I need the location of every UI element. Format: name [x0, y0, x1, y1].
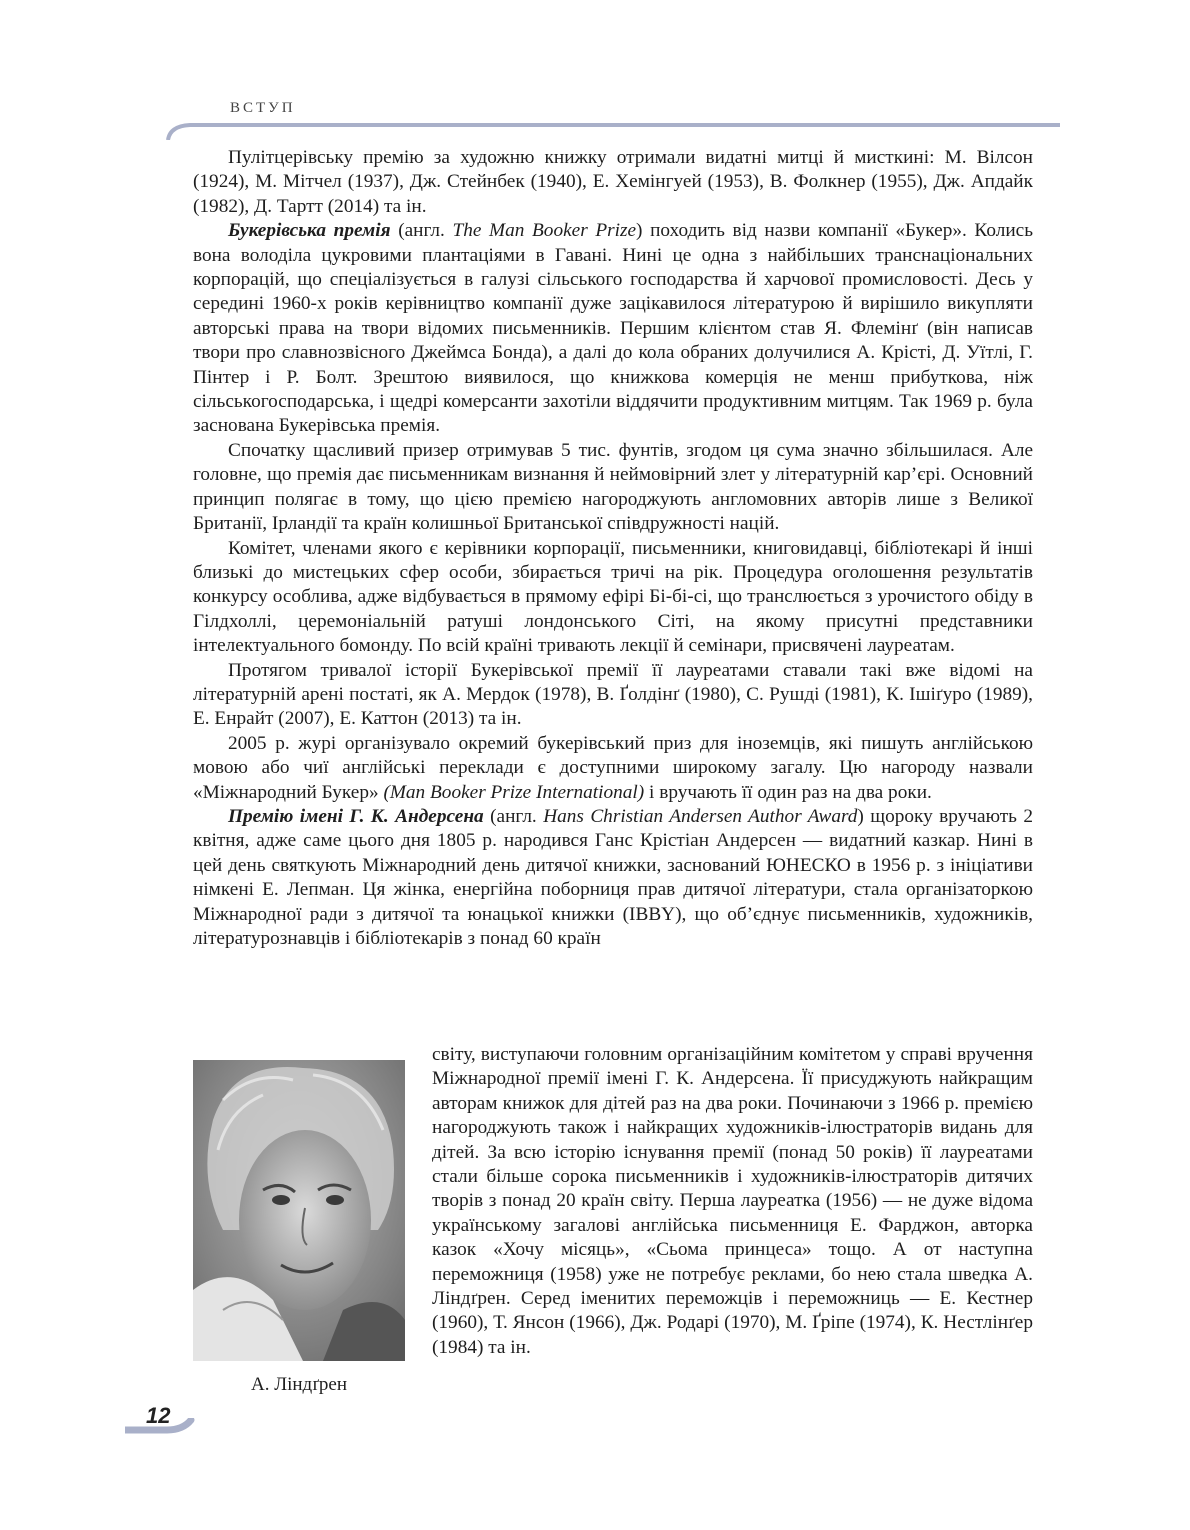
- term-andersen: Премію імені Г. К. Андерсена: [228, 805, 484, 827]
- paragraph-pulitzer: Пулітцерівську премію за художню книжку отримали видатні митці й мисткині: М. Вілсон (1924), М. Мітчел (1937), Дж. Стейнбек (1940), Е. Хемінгуей (1953), В. Фолкнер (1955), Дж. Апдайк (1982), Д. Тартт (2014) та ін.: [193, 147, 1033, 217]
- text-span: (англ.: [390, 220, 453, 242]
- text-span: і вручають її один раз на два роки.: [644, 781, 932, 803]
- body-text: [193, 146, 1033, 951]
- paragraph-laureates: Протягом тривалої історії Букерівської премії її лауреатами ставали такі вже відомі на літературній арені постаті, як А. Мердок (1978), В. Ґолдінґ (1980), С. Рушді (1981), К. Ішіґуро (1989), Е. Енрайт (2007), Е. Каттон (2013) та ін.: [193, 659, 1033, 730]
- paragraph-andersen: [193, 805, 1033, 951]
- text-span: 2005 р. журі організувало окремий букерівський приз для іноземців, які пишуть англійською мовою або чиї англійські переклади є доступними широкому загалу. Цю нагороду назвали «Міжнародний Букер»: [193, 732, 1033, 803]
- portrait-illustration: [193, 1060, 405, 1361]
- paragraph-prize-money: Спочатку щасливий призер отримував 5 тис. фунтів, згодом ця сума значно збільшилася. Але головне, що премія дає письменникам визнання й неймовірний злет у літературній кар’єрі. Основний принцип полягає в тому, що цією премією нагороджують англомовних авторів лише з Великої Британії, Ірландії та країн колишньої Британської співдружності націй.: [193, 439, 1033, 535]
- english-title: (Man Booker Prize International): [383, 781, 645, 803]
- portrait-photo: [193, 1060, 405, 1361]
- running-head: ВСТУП: [230, 100, 296, 116]
- paragraph-booker: [193, 219, 1033, 439]
- text-span: (англ.: [483, 805, 544, 827]
- text-span: ) щороку вручають 2 квітня, адже саме цього дня 1805 р. народився Ганс Крістіан Андерсен — видатний казкар. Нині в цей день святкують Міжнародний день дитячої книжки, заснований ЮНЕСКО в 1956 р. з ініціативи німкені Е. Лепман. Ця жінка, енергійна поборниця прав дитячої літератури, стала організаторкою Міжнародної ради з дитячої та юнацької книжки (IBBY), що об’єднує письменників, художників, літературознавців і бібліотекарів з понад 60 країн: [193, 805, 1033, 949]
- english-title: The Man Booker Prize: [452, 220, 637, 242]
- page-number: 12: [146, 1403, 171, 1428]
- text-span: ) походить від назви компанії «Букер». Колись вона володіла цукровими плантаціями в Гавані. Нині це одна з найбільших транснаціональних корпорацій, що спеціалізується в галузі сільського господарства й харчової промисловості. Десь у середині 1960-х років керівництво компанії дуже зацікавилося літературою й вирішило викупляти авторські права на твори відомих письменників. Першим клієнтом став Я. Флемінґ (він написав твори про славнозвісного Джеймса Бонда), а далі до кола обраних долучилися А. Крісті, Д. Уїтлі, Г. Пінтер і Р. Болт. Зрештою виявилося, що книжкова комерція не менш прибуткова, ніж сільськогосподарська, і щедрі комерсанти захотіли віддячити продуктивним митцям. Так 1969 р. була заснована Букерівська премія.: [193, 220, 1033, 437]
- term-booker: Букерівська премія: [228, 220, 391, 242]
- wrapped-paragraph-continuation: світу, виступаючи головним організаційним комітетом у справі вручення Міжнародної премії імені Г. К. Андерсена. Її присуджують найкращим авторам книжок для дітей раз на два роки. Починаючи з 1966 р. премією нагороджують також і найкращих художників-ілюстраторів видань для дітей. За всю історію існування премії (понад 50 років) її лауреатами стали більше сорока письменників і художників-ілюстраторів дитячих творів з понад 20 країн світу. Перша лауреатка (1956) — не дуже відома українському загалові англійська письменниця Е. Фарджон, авторка казок «Хочу місяць», «Сьома принцеса» тощо. А от наступна переможниця (1958) уже не потребує реклами, бо нею стала шведка А. Ліндґрен. Серед іменитих переможців і переможниць — Е. Кестнер (1960), Т. Янсон (1966), Дж. Родарі (1970), М. Ґріпе (1974), К. Нестлінґер (1984) та ін.: [432, 1044, 1033, 1358]
- figure-caption: А. Ліндґрен: [251, 1374, 347, 1395]
- english-title: Hans Christian Andersen Author Award: [543, 805, 858, 827]
- footer-rule: [125, 1418, 200, 1438]
- paragraph-international: [193, 732, 1033, 805]
- header-rule: [160, 118, 1065, 140]
- paragraph-committee: Комітет, членами якого є керівники корпорації, письменники, книговидавці, бібліотекарі й інші близькі до мистецьких сфер особи, збирається тричі на рік. Процедура оголошення результатів конкурсу особлива, адже відбувається в прямому ефірі Бі-бі-сі, що транслюється з урочистого обіду в Гілдхоллі, церемоніальній ратуші лондонського Сіті, на якому присутні представники інтелектуального бомонду. По всій країні тривають лекції й семінари, присвячені лауреатам.: [193, 537, 1033, 657]
